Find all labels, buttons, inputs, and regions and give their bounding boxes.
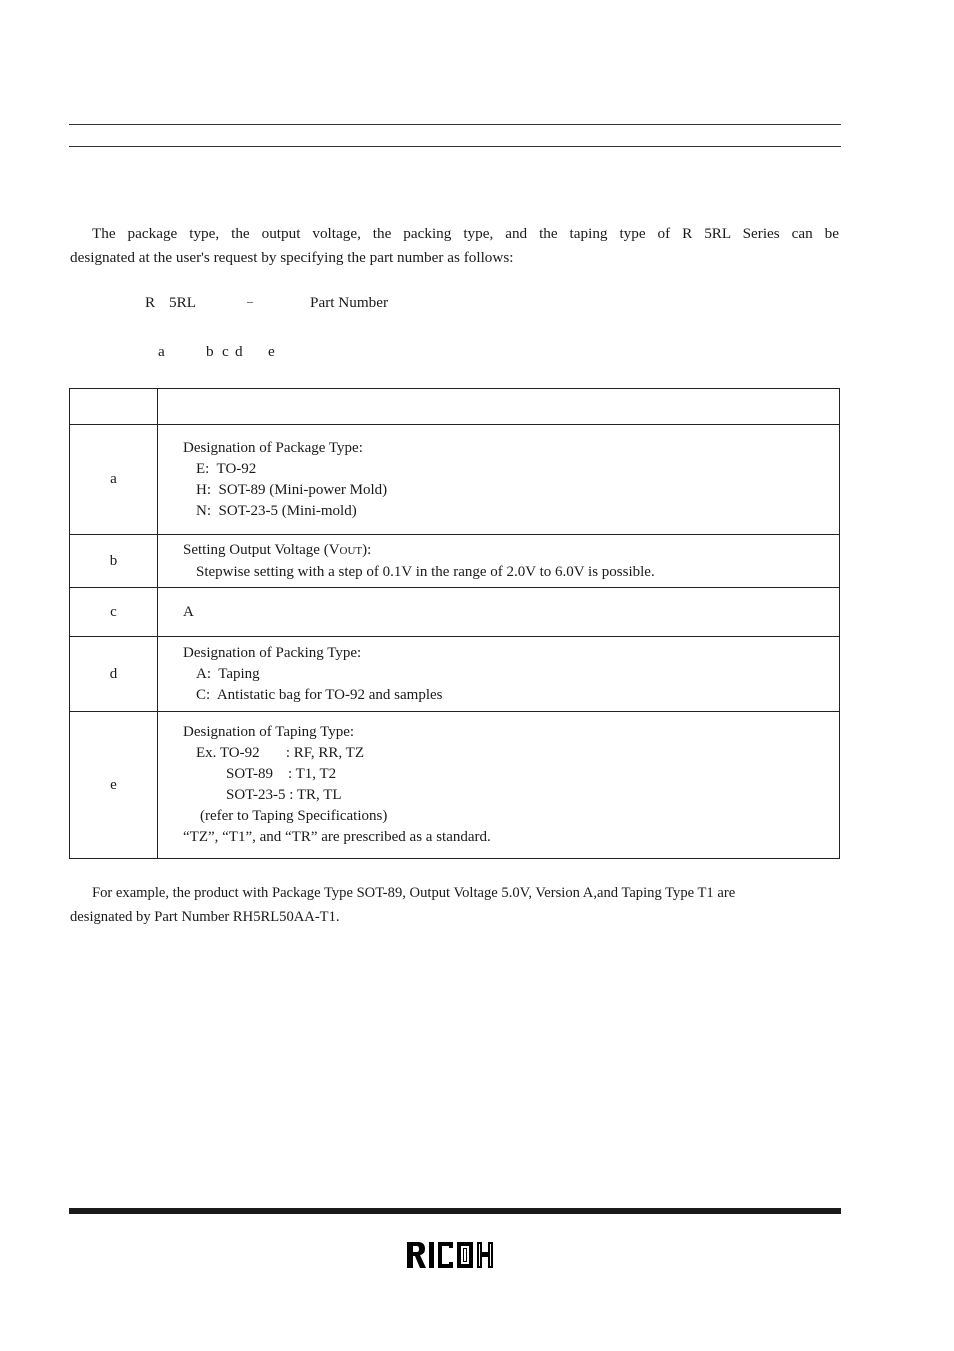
table-row: [70, 637, 840, 712]
part-code-b: b: [206, 343, 214, 360]
vout-prefix: Setting Output Voltage (V: [183, 541, 340, 558]
ricoh-logo-mark: [406, 1240, 506, 1270]
row-line: Designation of Taping Type:: [183, 724, 355, 740]
table-row: [70, 535, 840, 588]
table-header-code: [70, 389, 158, 425]
row-line: “TZ”, “T1”, and “TR” are prescribed as a standard.: [183, 829, 491, 845]
part-code-a: a: [158, 343, 165, 360]
row-description: [158, 425, 840, 535]
header-rule-bottom: [69, 146, 841, 147]
row-line: SOT-23-5 : TR, TL: [226, 787, 342, 803]
row-line: N: SOT-23-5 (Mini-mold): [196, 502, 357, 519]
row-description: [158, 535, 840, 588]
table-row: [70, 712, 840, 859]
table-row: [70, 588, 840, 637]
header-rule-top: [69, 124, 841, 125]
ricoh-logo: [406, 1240, 506, 1275]
intro-line-1: The package type, the output voltage, the packing type, and the taping type of R 5RL Series can be: [92, 225, 839, 242]
intro-line-2: designated at the user's request by specifying the part number as follows:: [70, 249, 514, 266]
table-row: [70, 425, 840, 535]
part-code-d: d: [235, 343, 243, 360]
designation-table: [69, 388, 840, 859]
row-line: Ex. TO-92 : RF, RR, TZ: [196, 745, 364, 761]
part-number-label: Part Number: [310, 294, 389, 311]
row-line: (refer to Taping Specifications): [200, 808, 388, 824]
row-line: Designation of Packing Type:: [183, 644, 362, 661]
example-line-2: designated by Part Number RH5RL50AA-T1.: [70, 909, 340, 925]
part-series: 5RL: [169, 294, 197, 311]
row-line: Designation of Package Type:: [183, 439, 363, 456]
part-dash: –: [247, 294, 253, 308]
row-line: C: Antistatic bag for TO-92 and samples: [196, 686, 443, 703]
vout-suffix: ):: [362, 541, 372, 558]
row-code: c: [70, 588, 158, 637]
example-line-1: For example, the product with Package Type SOT-89, Output Voltage 5.0V, Version A,and Taping Type T1 are: [92, 885, 736, 901]
row-code: a: [70, 425, 158, 535]
row-line: E: TO-92: [196, 460, 257, 477]
row-code: e: [70, 712, 158, 859]
row-line: A: [183, 603, 194, 620]
row-description: [158, 712, 840, 859]
row-description: [158, 588, 840, 637]
vout-subscript: OUT: [339, 544, 363, 557]
footer-bar: [69, 1208, 841, 1214]
row-code: b: [70, 535, 158, 588]
row-code: d: [70, 637, 158, 712]
part-code-e: e: [268, 343, 275, 360]
row-line: H: SOT-89 (Mini-power Mold): [196, 481, 388, 498]
example-paragraph: [70, 881, 839, 929]
table-header-row: [70, 389, 840, 425]
row-line: SOT-89 : T1, T2: [226, 766, 337, 782]
row-description: [158, 637, 840, 712]
row-line: [183, 540, 839, 562]
part-prefix-r: R: [145, 294, 156, 311]
row-line: A: Taping: [196, 665, 260, 682]
table-header-desc: [158, 389, 840, 425]
part-code-c: c: [222, 343, 229, 360]
intro-paragraph: [70, 222, 839, 270]
row-line: Stepwise setting with a step of 0.1V in the range of 2.0V to 6.0V is possible.: [196, 563, 655, 580]
